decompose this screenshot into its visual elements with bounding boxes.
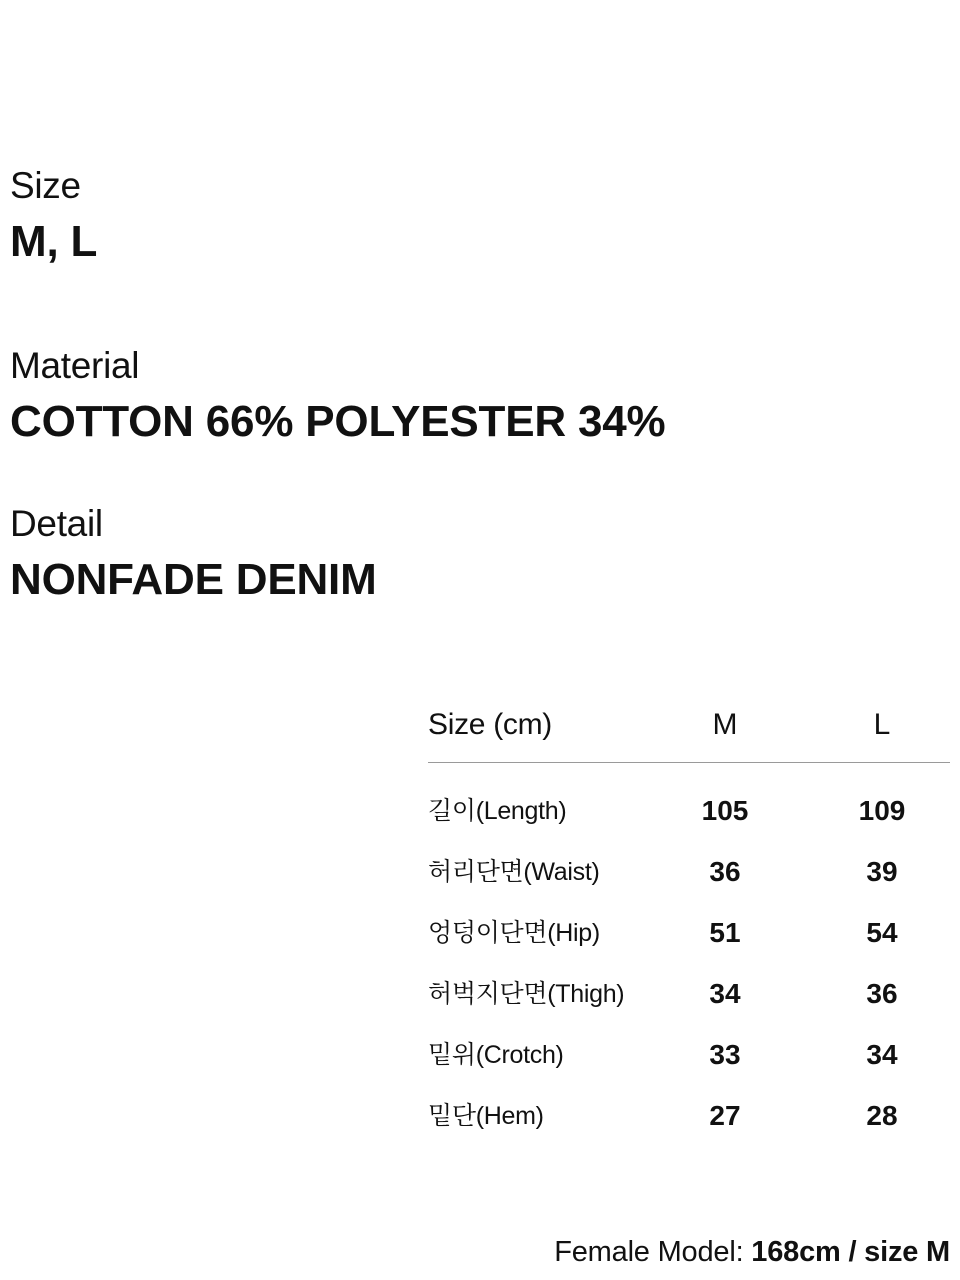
measurement-label: 밑위(Crotch) [428,1041,564,1069]
model-info [554,1238,950,1267]
table-row-hem [428,1100,950,1161]
measurement-value-m: 34 [709,978,741,1009]
measurement-label: 허벅지단면(Thigh) [428,980,625,1008]
detail-heading: Detail [10,503,103,544]
detail-value: NONFADE DENIM [10,555,377,604]
measurement-value-l: 39 [866,856,898,887]
column-header-l: L [873,708,891,741]
size-heading: Size [10,165,81,206]
table-row-hip [428,917,950,978]
size-chart-header [428,708,950,763]
table-row-thigh [428,978,950,1039]
material-section [10,347,665,444]
measurement-value-m: 51 [709,917,741,948]
model-info-value: 168cm / size M [751,1236,950,1268]
material-heading: Material [10,345,140,386]
table-row-crotch [428,1039,950,1100]
measurement-value-l: 54 [866,917,898,948]
measurement-value-m: 27 [709,1100,741,1131]
size-section [10,167,97,264]
material-value: COTTON 66% POLYESTER 34% [10,397,666,446]
measurement-value-l: 36 [866,978,898,1009]
size-chart-table [428,708,950,1161]
size-chart-unit-label: Size (cm) [428,708,552,741]
measurement-label: 길이(Length) [428,797,567,825]
size-value: M, L [10,217,98,266]
measurement-value-m: 33 [709,1039,741,1070]
measurement-label: 밑단(Hem) [428,1102,544,1130]
size-chart-body [428,795,950,1161]
measurement-value-l: 28 [866,1100,898,1131]
measurement-value-m: 105 [701,795,749,826]
measurement-label: 허리단면(Waist) [428,858,600,886]
table-row-waist [428,856,950,917]
measurement-label: 엉덩이단면(Hip) [428,919,600,947]
table-row-length [428,795,950,856]
detail-section [10,505,377,602]
column-header-m: M [712,708,738,741]
measurement-value-l: 109 [858,795,906,826]
measurement-value-l: 34 [866,1039,898,1070]
measurement-value-m: 36 [709,856,741,887]
model-info-prefix: Female Model: [554,1236,752,1268]
